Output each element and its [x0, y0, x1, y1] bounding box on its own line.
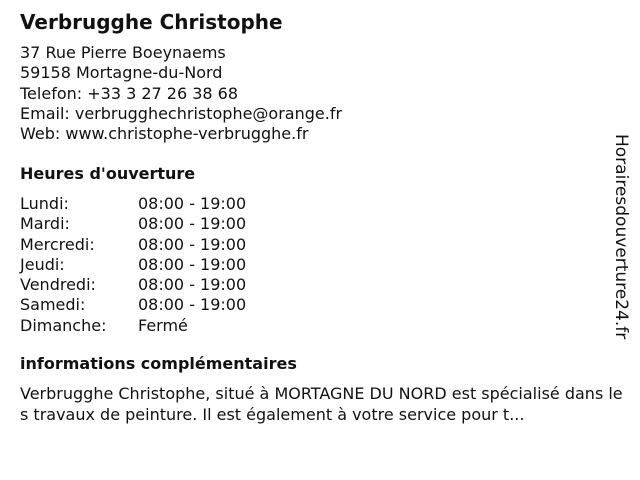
day-label: Lundi: — [20, 194, 69, 213]
hours-heading: Heures d'ouverture — [20, 164, 196, 183]
day-label: Mercredi: — [20, 234, 95, 254]
day-label: Mardi: — [20, 214, 70, 234]
day-label: Samedi: — [20, 295, 86, 315]
day-label: Dimanche: — [20, 315, 107, 335]
day-label: Vendredi: — [20, 275, 96, 295]
street-address: 37 Rue Pierre Boeynaems — [20, 43, 226, 62]
time-range: 08:00 - 19:00 — [138, 234, 247, 254]
time-range: 08:00 - 19:00 — [138, 214, 247, 234]
time-range: 08:00 - 19:00 — [138, 295, 247, 315]
info-description: Verbrugghe Christophe, situé à MORTAGNE DU NORD est spécialisé dans les travaux de peinture. Il est également à votre service pour t... — [20, 384, 623, 424]
site-watermark: Horairesdouverture24.fr — [611, 134, 631, 340]
time-range: 08:00 - 19:00 — [138, 194, 247, 213]
contact-block — [20, 43, 342, 144]
website: Web: www.christophe-verbrugghe.fr — [20, 124, 309, 144]
business-name: Verbrugghe Christophe — [20, 10, 283, 34]
phone-number: Telefon: +33 3 27 26 38 68 — [20, 83, 239, 103]
time-range: Fermé — [138, 315, 188, 335]
day-label: Jeudi: — [20, 254, 65, 274]
time-range: 08:00 - 19:00 — [138, 254, 247, 274]
city-postcode: 59158 Mortagne-du-Nord — [20, 63, 223, 83]
info-heading: informations complémentaires — [20, 354, 297, 373]
time-range: 08:00 - 19:00 — [138, 275, 247, 295]
email-address: Email: verbrugghechristophe@orange.fr — [20, 103, 343, 123]
